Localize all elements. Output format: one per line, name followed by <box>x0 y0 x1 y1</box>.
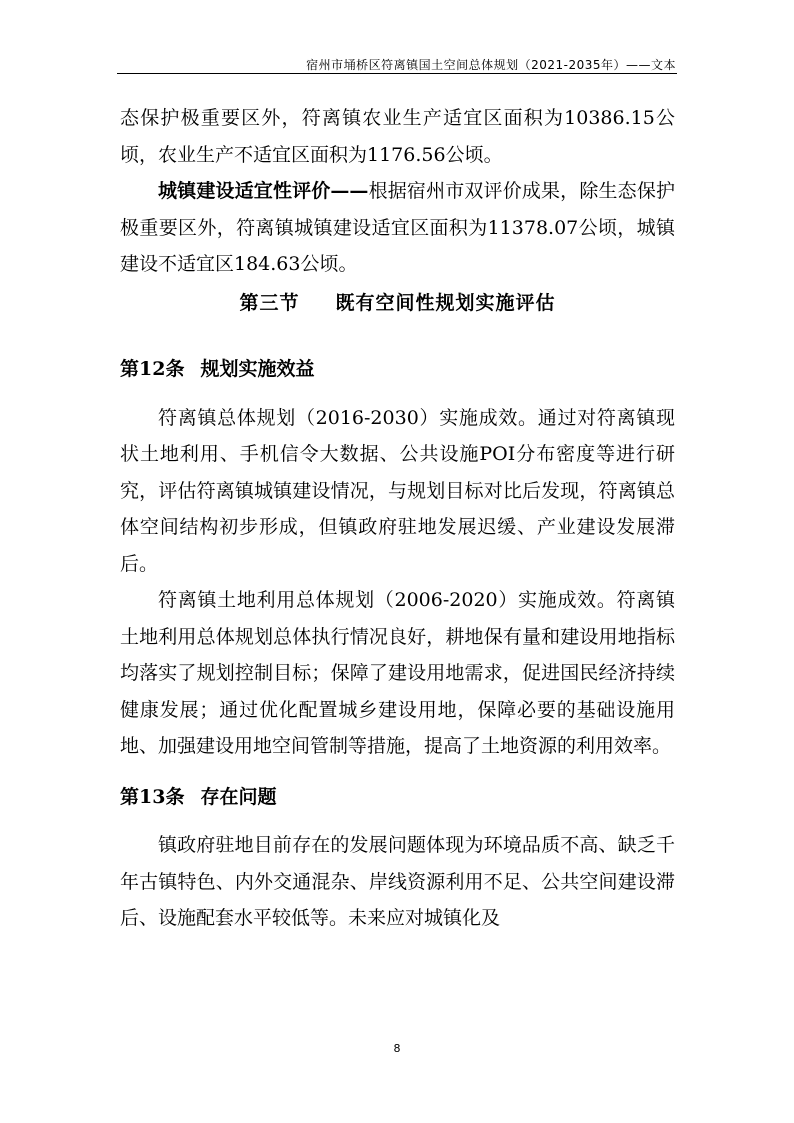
article-title: 规划实施效益 <box>200 358 315 380</box>
paragraph-town-plan-evaluation: 符离镇总体规划（2016-2030）实施成效。通过对符离镇现状土地利用、手机信令大数据、公共设施POI分布密度等进行研究，评估符离镇城镇建设情况，与规划目标对比后发现，符离镇总体空间结构初步形成，但镇政府驻地发展迟缓、产业建设发展滞后。 <box>120 406 675 575</box>
paragraph-urban-suitability <box>120 173 675 283</box>
document-body <box>120 100 675 937</box>
article-number: 第12条 <box>120 358 185 380</box>
running-header: 宿州市埇桥区符离镇国土空间总体规划（2021-2035年）——文本 <box>306 58 676 72</box>
section-number: 第三节 <box>239 291 300 314</box>
section-heading <box>120 285 675 322</box>
header-rule <box>117 73 677 74</box>
article-12-heading <box>120 351 675 388</box>
article-number: 第13条 <box>120 785 185 808</box>
section-title: 既有空间性规划实施评估 <box>335 291 556 314</box>
paragraph-text: 根据宿州市双评价成果，除生态保护极重要区外，符离镇城镇建设适宜区面积为11378.07公顷，城镇建设不适宜区184.63公顷。 <box>120 180 675 275</box>
paragraph-existing-problems: 镇政府驻地目前存在的发展问题体现为环境品质不高、缺乏千年古镇特色、内外交通混杂、岸线资源利用不足、公共空间建设滞后、设施配套水平较低等。未来应对城镇化及 <box>120 834 675 929</box>
article-title: 存在问题 <box>200 785 277 808</box>
paragraph-agri-suitability: 态保护极重要区外，符离镇农业生产适宜区面积为10386.15公顷，农业生产不适宜区面积为1176.56公顷。 <box>120 107 675 166</box>
paragraph-land-use-plan-evaluation: 符离镇土地利用总体规划（2006-2020）实施成效。符离镇土地利用总体规划总体执行情况良好，耕地保有量和建设用地指标均落实了规划控制目标；保障了建设用地需求，促进国民经济持续健康发展；通过优化配置城乡建设用地，保障必要的基础设施用地、加强建设用地空间管制等措施，提高了土地资源的利用效率。 <box>120 589 675 757</box>
paragraph-lead-term: 城镇建设适宜性评价—— <box>158 180 369 202</box>
article-13-heading <box>120 779 675 816</box>
page-number: 8 <box>393 1042 401 1055</box>
